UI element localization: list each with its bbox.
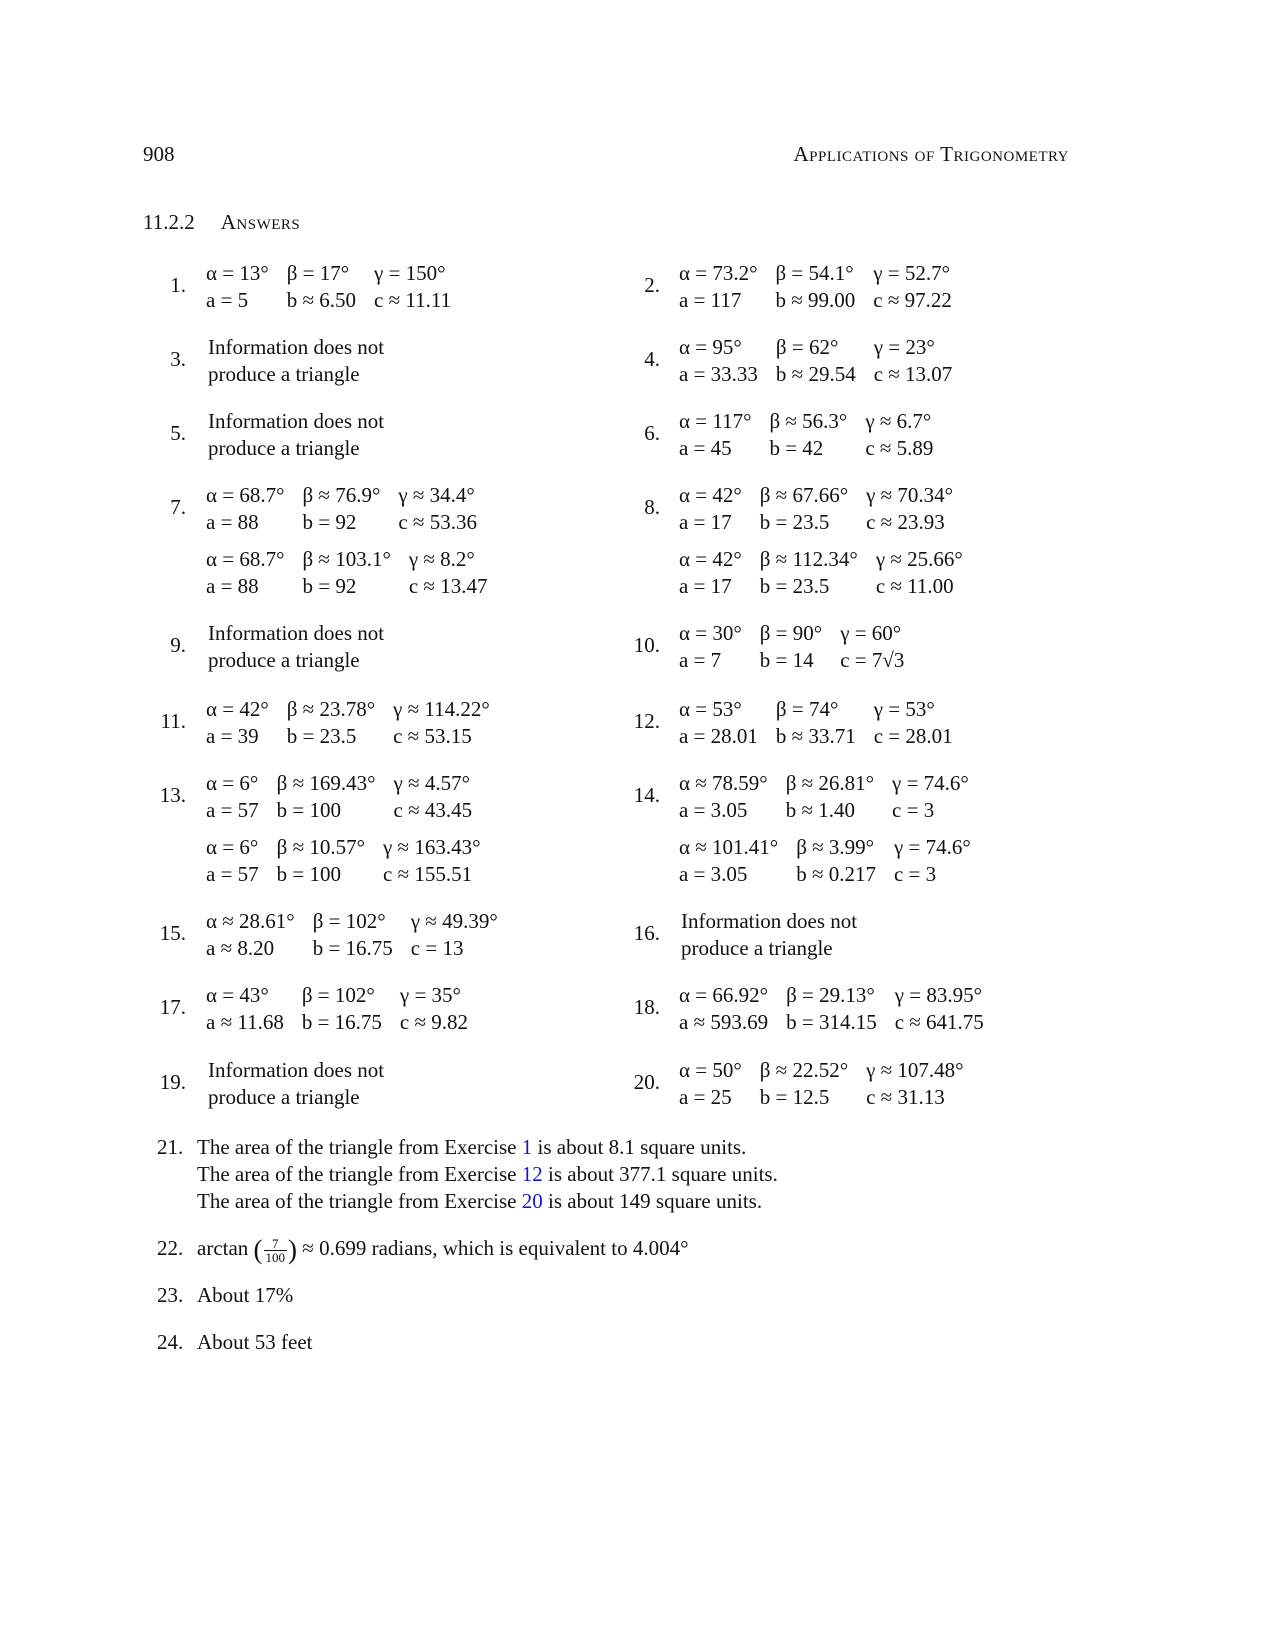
area-text: is about 149 square units.: [542, 1189, 763, 1213]
solution-set: [679, 260, 970, 314]
side-value: c ≈ 9.82: [399, 1010, 469, 1034]
answer-24: [157, 1329, 313, 1356]
angle-value: γ = 23°: [873, 335, 935, 359]
answer-22: 22. arctan ( $\frac{7}{100}$ ) ≈ 0.699 radians, which is equivalent to 4.004°: [157, 1234, 689, 1265]
angle-value: α = 43°: [206, 983, 269, 1007]
answer-text: About 53 feet: [197, 1330, 313, 1354]
angle-value: β ≈ 67.66°: [759, 483, 849, 507]
angle-value: γ ≈ 6.7°: [865, 409, 932, 433]
angle-value: α ≈ 78.59°: [679, 771, 768, 795]
side-value: c ≈ 5.89: [865, 436, 934, 460]
side-value: c ≈ 641.75: [894, 1010, 984, 1034]
angle-value: α = 6°: [206, 771, 259, 795]
side-value: c ≈ 23.93: [866, 510, 945, 534]
no-triangle-text: produce a triangle: [208, 648, 360, 672]
answer-number: 12.: [633, 709, 660, 733]
area-text: The area of the triangle from Exercise: [197, 1162, 522, 1186]
side-value: b = 314.15: [786, 1010, 877, 1034]
side-value: a = 57: [206, 862, 259, 886]
angle-value: γ ≈ 107.48°: [866, 1058, 964, 1082]
area-line: [197, 1188, 778, 1215]
answer-number: 5.: [170, 421, 186, 445]
answer-number: 9.: [170, 633, 186, 657]
no-triangle-text: Information does not: [208, 409, 385, 433]
side-value: b ≈ 99.00: [775, 288, 856, 312]
angle-value: γ = 74.6°: [892, 771, 969, 795]
angle-value: β = 62°: [775, 335, 839, 359]
angle-value: γ = 83.95°: [894, 983, 982, 1007]
answer-number: 3.: [170, 347, 186, 371]
angle-value: β = 90°: [759, 621, 823, 645]
angle-value: α = 50°: [679, 1058, 742, 1082]
answer-number: 23.: [157, 1283, 184, 1307]
solution-set: [206, 482, 495, 536]
solution-set: [206, 982, 486, 1036]
angle-value: γ ≈ 70.34°: [866, 483, 954, 507]
angle-value: β ≈ 22.52°: [759, 1058, 849, 1082]
no-triangle-text: produce a triangle: [681, 936, 833, 960]
answer-number: 18.: [633, 995, 660, 1019]
side-value: c = 3: [892, 798, 935, 822]
denominator: 100: [265, 1249, 286, 1265]
side-value: a = 3.05: [679, 862, 748, 886]
answer-number: 7.: [170, 495, 186, 519]
angle-value: β = 102°: [301, 983, 375, 1007]
side-value: c ≈ 155.51: [383, 862, 473, 886]
side-value: a = 33.33: [679, 362, 758, 386]
answer-number: 6.: [644, 421, 660, 445]
answer-number: 22.: [157, 1236, 184, 1260]
angle-value: γ = 52.7°: [873, 261, 951, 285]
solution-set: [679, 770, 987, 824]
angle-value: β ≈ 10.57°: [276, 835, 366, 859]
side-value: a = 57: [206, 798, 259, 822]
answer-23: [157, 1282, 294, 1309]
no-triangle-text: Information does not: [681, 909, 858, 933]
side-value: c = 28.01: [873, 724, 953, 748]
solution-set: [679, 334, 970, 388]
exercise-link[interactable]: 20: [521, 1189, 543, 1213]
side-value: c ≈ 43.45: [393, 798, 473, 822]
angle-value: α = 30°: [679, 621, 742, 645]
side-value: b ≈ 1.40: [785, 798, 855, 822]
angle-value: β = 17°: [286, 261, 350, 285]
side-value: a = 28.01: [679, 724, 758, 748]
area-text: The area of the triangle from Exercise: [197, 1135, 522, 1159]
angle-value: α = 95°: [679, 335, 742, 359]
angle-value: α = 42°: [206, 697, 269, 721]
angle-value: β = 74°: [775, 697, 839, 721]
fraction: [264, 1237, 288, 1264]
angle-value: α = 42°: [679, 483, 742, 507]
side-value: a = 39: [206, 724, 259, 748]
side-value: c ≈ 53.15: [393, 724, 472, 748]
side-value: b = 16.75: [312, 936, 393, 960]
angle-value: α = 53°: [679, 697, 742, 721]
no-triangle-text: Information does not: [208, 335, 385, 359]
area-line: [197, 1134, 778, 1161]
side-value: b ≈ 33.71: [775, 724, 856, 748]
side-value: c ≈ 97.22: [873, 288, 952, 312]
side-value: a = 17: [679, 574, 732, 598]
solution-set: [679, 408, 951, 462]
solution-set: [206, 834, 498, 888]
side-value: c ≈ 53.36: [398, 510, 477, 534]
solution-set: [206, 546, 505, 600]
angle-value: α = 68.7°: [206, 483, 285, 507]
answer-number: 16.: [633, 921, 660, 945]
side-value: b = 100: [276, 798, 342, 822]
angle-value: γ = 53°: [873, 697, 935, 721]
answer-number: 14.: [633, 783, 660, 807]
angle-value: β = 54.1°: [775, 261, 854, 285]
side-value: a ≈ 593.69: [679, 1010, 769, 1034]
area-text: is about 377.1 square units.: [542, 1162, 778, 1186]
solution-set: [206, 770, 490, 824]
side-value: c ≈ 11.00: [875, 574, 954, 598]
side-value: c ≈ 11.11: [374, 288, 452, 312]
side-value: a = 88: [206, 510, 259, 534]
angle-value: β ≈ 26.81°: [785, 771, 875, 795]
side-value: a = 3.05: [679, 798, 748, 822]
side-value: c ≈ 13.07: [873, 362, 953, 386]
area-line: [197, 1161, 778, 1188]
side-value: c = 3: [893, 862, 937, 886]
side-value: b = 92: [302, 510, 357, 534]
answer-number: 21.: [157, 1135, 184, 1159]
solution-set: [206, 908, 516, 962]
angle-value: α = 42°: [679, 547, 742, 571]
side-value: b ≈ 6.50: [286, 288, 357, 312]
side-value: c = 13: [410, 936, 464, 960]
angle-value: α = 6°: [206, 835, 259, 859]
no-triangle-text: produce a triangle: [208, 1085, 360, 1109]
answer-number: 4.: [644, 347, 660, 371]
area-text: is about 8.1 square units.: [532, 1135, 747, 1159]
answer-number: 2.: [644, 273, 660, 297]
side-value: a ≈ 11.68: [206, 1010, 284, 1034]
side-value: b = 14: [759, 648, 814, 672]
solution-set: [679, 482, 971, 536]
angle-value: β ≈ 112.34°: [759, 547, 858, 571]
angle-value: α ≈ 101.41°: [679, 835, 779, 859]
solution-set: [679, 982, 1002, 1036]
solution-set: [679, 546, 981, 600]
angle-value: α = 68.7°: [206, 547, 285, 571]
angle-value: α = 13°: [206, 261, 269, 285]
answer-22-text: ≈ 0.699 radians, which is equivalent to 4.004°: [297, 1236, 689, 1260]
angle-value: γ ≈ 163.43°: [383, 835, 481, 859]
answer-number: 13.: [159, 783, 186, 807]
side-value: b = 16.75: [301, 1010, 382, 1034]
section-number: 11.2.2: [143, 210, 195, 234]
answer-number: 17.: [159, 995, 186, 1019]
side-value: b = 92: [302, 574, 357, 598]
angle-value: α ≈ 28.61°: [206, 909, 295, 933]
answer-text: About 17%: [197, 1283, 294, 1307]
answer-number: 15.: [159, 921, 186, 945]
side-value: a = 88: [206, 574, 259, 598]
angle-value: β ≈ 103.1°: [302, 547, 391, 571]
solution-set: [206, 260, 469, 314]
solution-set: [679, 834, 989, 888]
exercise-link[interactable]: 1: [521, 1135, 533, 1159]
solution-set: [679, 1057, 982, 1111]
no-triangle-text: produce a triangle: [208, 362, 360, 386]
angle-value: β ≈ 169.43°: [276, 771, 376, 795]
side-value: c ≈ 13.47: [408, 574, 488, 598]
answer-number: 19.: [159, 1070, 186, 1094]
angle-value: γ ≈ 49.39°: [410, 909, 498, 933]
side-value: a = 17: [679, 510, 732, 534]
no-triangle-text: Information does not: [208, 1058, 385, 1082]
no-triangle-text: produce a triangle: [208, 436, 360, 460]
angle-value: γ = 74.6°: [893, 835, 971, 859]
no-triangle-text: Information does not: [208, 621, 385, 645]
angle-value: γ ≈ 114.22°: [393, 697, 490, 721]
angle-value: γ ≈ 34.4°: [398, 483, 475, 507]
side-value: b = 23.5: [286, 724, 357, 748]
exercise-link[interactable]: 12: [521, 1162, 543, 1186]
angle-value: β ≈ 56.3°: [769, 409, 848, 433]
angle-value: α = 73.2°: [679, 261, 758, 285]
side-value: a = 117: [679, 288, 742, 312]
angle-value: γ = 35°: [399, 983, 461, 1007]
side-value: b = 23.5: [759, 510, 830, 534]
side-value: a = 45: [679, 436, 732, 460]
angle-value: γ = 60°: [840, 621, 902, 645]
angle-value: γ = 150°: [374, 261, 446, 285]
angle-value: γ ≈ 4.57°: [393, 771, 470, 795]
side-value: a = 25: [679, 1085, 732, 1109]
arctan-label: arctan: [197, 1236, 249, 1260]
side-value: a = 7: [679, 648, 722, 672]
angle-value: γ ≈ 25.66°: [875, 547, 963, 571]
side-value: b ≈ 29.54: [775, 362, 856, 386]
solution-set: [679, 696, 971, 750]
answer-number: 24.: [157, 1330, 184, 1354]
answer-number: 11.: [160, 709, 186, 733]
side-value: b = 12.5: [759, 1085, 830, 1109]
section-heading: [143, 210, 300, 235]
angle-value: α = 117°: [679, 409, 752, 433]
solution-set: [206, 696, 508, 750]
side-value: a ≈ 8.20: [206, 936, 275, 960]
section-title: Answers: [220, 210, 301, 234]
side-value: b ≈ 0.217: [796, 862, 876, 886]
angle-value: γ ≈ 8.2°: [408, 547, 475, 571]
angle-value: α = 66.92°: [679, 983, 768, 1007]
angle-value: β = 102°: [312, 909, 386, 933]
answer-number: 20.: [633, 1070, 660, 1094]
answer-number: 1.: [170, 273, 186, 297]
solution-set: [679, 620, 922, 674]
area-text: The area of the triangle from Exercise: [197, 1189, 522, 1213]
side-value: a = 5: [206, 288, 249, 312]
angle-value: β ≈ 3.99°: [796, 835, 875, 859]
side-value: b = 100: [276, 862, 342, 886]
angle-value: β = 29.13°: [786, 983, 875, 1007]
side-value: c = 7√3: [840, 648, 905, 672]
angle-value: β ≈ 76.9°: [302, 483, 381, 507]
side-value: c ≈ 31.13: [866, 1085, 945, 1109]
running-title: Applications of Trigonometry: [793, 142, 1069, 166]
numerator: 7: [264, 1237, 288, 1251]
page-number: 908: [143, 142, 175, 166]
answer-number: 8.: [644, 495, 660, 519]
side-value: b = 42: [769, 436, 824, 460]
answer-21: [157, 1134, 778, 1213]
side-value: b = 23.5: [759, 574, 830, 598]
answer-number: 10.: [633, 633, 660, 657]
angle-value: β ≈ 23.78°: [286, 697, 376, 721]
